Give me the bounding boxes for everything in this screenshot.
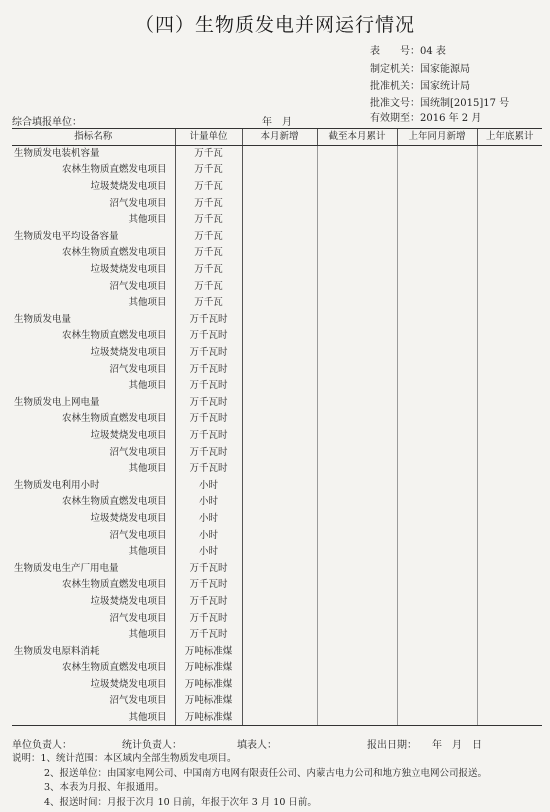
value-cell[interactable] xyxy=(477,560,542,577)
value-cell[interactable] xyxy=(477,195,542,212)
period-label: 年 月 xyxy=(262,117,292,128)
unit-cell: 万千瓦时 xyxy=(175,311,242,328)
unit-cell: 万千瓦 xyxy=(175,261,242,278)
value-cell[interactable] xyxy=(477,162,542,179)
value-cell[interactable] xyxy=(477,709,542,726)
value-cell[interactable] xyxy=(242,577,317,594)
value-cell[interactable] xyxy=(477,411,542,428)
indicator-name: 生物质发电原料消耗 xyxy=(14,645,100,657)
unit-cell: 小时 xyxy=(175,543,242,560)
value-cell[interactable] xyxy=(397,411,477,428)
value-cell[interactable] xyxy=(242,593,317,610)
meta-approving-authority: 批准机关：国家统计局 xyxy=(370,81,470,92)
value-cell[interactable] xyxy=(477,626,542,643)
unit-cell: 万千瓦时 xyxy=(175,328,242,345)
unit-cell: 万千瓦时 xyxy=(175,460,242,477)
value-cell[interactable] xyxy=(397,278,477,295)
value-cell[interactable] xyxy=(397,162,477,179)
value-cell[interactable] xyxy=(242,494,317,511)
value-cell[interactable] xyxy=(397,610,477,627)
value-cell[interactable] xyxy=(477,676,542,693)
value-cell[interactable] xyxy=(317,361,397,378)
indicator-sub-name: 垃圾焚烧发电项目 xyxy=(90,347,167,359)
unit-cell: 万千瓦时 xyxy=(175,377,242,394)
value-cell[interactable] xyxy=(477,328,542,345)
indicator-sub-name: 农林生物质直燃发电项目 xyxy=(61,413,167,425)
value-cell[interactable] xyxy=(397,178,477,195)
header-this-month-new: 本月新增 xyxy=(242,129,317,146)
table-row xyxy=(12,361,542,378)
unit-cell: 万千瓦 xyxy=(175,278,242,295)
table-row xyxy=(12,460,542,477)
value-cell[interactable] xyxy=(242,709,317,726)
value-cell[interactable] xyxy=(242,294,317,311)
value-cell[interactable] xyxy=(242,676,317,693)
value-cell[interactable] xyxy=(477,477,542,494)
value-cell[interactable] xyxy=(477,228,542,245)
indicator-sub-name: 垃圾焚烧发电项目 xyxy=(90,429,167,441)
table-row xyxy=(12,643,542,660)
value-cell[interactable] xyxy=(242,460,317,477)
reporting-unit-label: 综合填报单位： xyxy=(12,117,82,128)
value-cell[interactable] xyxy=(242,245,317,262)
table-row xyxy=(12,510,542,527)
value-cell[interactable] xyxy=(397,577,477,594)
table-row xyxy=(12,494,542,511)
value-cell[interactable] xyxy=(477,178,542,195)
table-row xyxy=(12,344,542,361)
value-cell[interactable] xyxy=(397,693,477,710)
value-cell[interactable] xyxy=(317,294,397,311)
value-cell[interactable] xyxy=(477,593,542,610)
value-cell[interactable] xyxy=(317,377,397,394)
indicator-name: 生物质发电量 xyxy=(14,313,72,325)
table-header-row xyxy=(12,129,542,146)
filler-label: 填表人： xyxy=(237,740,277,751)
value-cell[interactable] xyxy=(242,510,317,527)
indicator-sub-name: 沼气发电项目 xyxy=(109,695,167,707)
value-cell[interactable] xyxy=(477,377,542,394)
meta-form-number: 表 号：04 表 xyxy=(370,46,446,57)
value-cell[interactable] xyxy=(477,278,542,295)
unit-cell: 万吨标准煤 xyxy=(175,660,242,677)
value-cell[interactable] xyxy=(242,660,317,677)
unit-cell: 万千瓦 xyxy=(175,211,242,228)
value-cell[interactable] xyxy=(477,610,542,627)
value-cell[interactable] xyxy=(242,543,317,560)
value-cell[interactable] xyxy=(317,660,397,677)
table-row xyxy=(12,162,542,179)
signature-line xyxy=(12,736,542,750)
value-cell[interactable] xyxy=(477,245,542,262)
unit-cell: 万千瓦时 xyxy=(175,344,242,361)
indicator-sub-name: 农林生物质直燃发电项目 xyxy=(61,247,167,259)
unit-cell: 万千瓦 xyxy=(175,145,242,162)
indicator-sub-name: 其他项目 xyxy=(12,709,175,726)
value-cell[interactable] xyxy=(317,394,397,411)
indicator-sub-name: 垃圾焚烧发电项目 xyxy=(90,512,167,524)
value-cell[interactable] xyxy=(397,311,477,328)
unit-cell: 万吨标准煤 xyxy=(175,693,242,710)
value-cell[interactable] xyxy=(397,477,477,494)
table-row xyxy=(12,477,542,494)
value-cell[interactable] xyxy=(477,494,542,511)
value-cell[interactable] xyxy=(242,477,317,494)
value-cell[interactable] xyxy=(317,411,397,428)
value-cell[interactable] xyxy=(317,577,397,594)
value-cell[interactable] xyxy=(317,278,397,295)
table-row xyxy=(12,294,542,311)
value-cell[interactable] xyxy=(242,195,317,212)
unit-cell: 万吨标准煤 xyxy=(175,643,242,660)
table-row xyxy=(12,709,542,726)
table-row xyxy=(12,626,542,643)
unit-cell: 万千瓦时 xyxy=(175,626,242,643)
value-cell[interactable] xyxy=(397,294,477,311)
note-item: 4、报送时间：月报于次月 10 日前，年报于次年 3 月 10 日前。 xyxy=(44,796,317,808)
value-cell[interactable] xyxy=(242,610,317,627)
stat-head-label: 统计负责人： xyxy=(122,740,182,751)
value-cell[interactable] xyxy=(317,494,397,511)
value-cell[interactable] xyxy=(242,311,317,328)
value-cell[interactable] xyxy=(477,693,542,710)
report-date-label: 报出日期： 年 月 日 xyxy=(367,740,482,751)
value-cell[interactable] xyxy=(317,261,397,278)
value-cell[interactable] xyxy=(242,228,317,245)
value-cell[interactable] xyxy=(477,427,542,444)
value-cell[interactable] xyxy=(477,311,542,328)
value-cell[interactable] xyxy=(317,195,397,212)
indicator-name: 生物质发电装机容量 xyxy=(14,148,100,160)
value-cell[interactable] xyxy=(317,444,397,461)
value-cell[interactable] xyxy=(477,145,542,162)
value-cell[interactable] xyxy=(242,693,317,710)
unit-cell: 小时 xyxy=(175,527,242,544)
value-cell[interactable] xyxy=(242,162,317,179)
unit-cell: 万千瓦时 xyxy=(175,361,242,378)
value-cell[interactable] xyxy=(397,377,477,394)
value-cell[interactable] xyxy=(397,460,477,477)
table-row xyxy=(12,610,542,627)
value-cell[interactable] xyxy=(317,610,397,627)
value-cell[interactable] xyxy=(242,643,317,660)
form-title: （四）生物质发电并网运行情况 xyxy=(134,14,415,36)
value-cell[interactable] xyxy=(397,427,477,444)
table-row xyxy=(12,660,542,677)
value-cell[interactable] xyxy=(317,477,397,494)
table-row xyxy=(12,311,542,328)
value-cell[interactable] xyxy=(242,394,317,411)
report-table xyxy=(12,128,542,726)
unit-cell: 小时 xyxy=(175,510,242,527)
unit-cell: 万千瓦 xyxy=(175,195,242,212)
unit-cell: 万吨标准煤 xyxy=(175,676,242,693)
indicator-sub-name: 沼气发电项目 xyxy=(109,612,167,624)
value-cell[interactable] xyxy=(477,543,542,560)
value-cell[interactable] xyxy=(317,626,397,643)
header-last-year-same-month: 上年同月新增 xyxy=(397,129,477,146)
value-cell[interactable] xyxy=(397,593,477,610)
value-cell[interactable] xyxy=(397,211,477,228)
value-cell[interactable] xyxy=(242,261,317,278)
value-cell[interactable] xyxy=(242,626,317,643)
value-cell[interactable] xyxy=(477,643,542,660)
value-cell[interactable] xyxy=(242,178,317,195)
value-cell[interactable] xyxy=(317,676,397,693)
value-cell[interactable] xyxy=(242,145,317,162)
indicator-sub-name: 沼气发电项目 xyxy=(109,197,167,209)
indicator-sub-name: 农林生物质直燃发电项目 xyxy=(61,330,167,342)
value-cell[interactable] xyxy=(242,527,317,544)
value-cell[interactable] xyxy=(242,211,317,228)
table-row xyxy=(12,693,542,710)
value-cell[interactable] xyxy=(397,228,477,245)
value-cell[interactable] xyxy=(317,178,397,195)
indicator-sub-name: 农林生物质直燃发电项目 xyxy=(61,579,167,591)
value-cell[interactable] xyxy=(317,593,397,610)
value-cell[interactable] xyxy=(317,709,397,726)
unit-cell: 万千瓦 xyxy=(175,162,242,179)
value-cell[interactable] xyxy=(397,394,477,411)
indicator-name: 生物质发电平均设备容量 xyxy=(14,230,119,242)
table-row xyxy=(12,444,542,461)
meta-approval-number: 批准文号：国统制[2015]17 号 xyxy=(370,98,510,109)
table-row xyxy=(12,560,542,577)
indicator-sub-name: 其他项目 xyxy=(128,380,167,392)
indicator-sub-name: 垃圾焚烧发电项目 xyxy=(90,264,167,276)
header-last-year-end-total: 上年底累计 xyxy=(477,129,542,146)
indicator-sub-name: 垃圾焚烧发电项目 xyxy=(90,678,167,690)
table-row xyxy=(12,411,542,428)
unit-cell: 万千瓦时 xyxy=(175,593,242,610)
table-row xyxy=(12,245,542,262)
unit-cell: 万千瓦 xyxy=(175,294,242,311)
table-row xyxy=(12,593,542,610)
form-notes xyxy=(12,752,487,810)
table-row xyxy=(12,394,542,411)
value-cell[interactable] xyxy=(397,328,477,345)
indicator-sub-name: 农林生物质直燃发电项目 xyxy=(61,164,167,176)
unit-head-label: 单位负责人： xyxy=(12,740,72,751)
value-cell[interactable] xyxy=(477,460,542,477)
table-row xyxy=(12,427,542,444)
unit-cell: 万千瓦时 xyxy=(175,444,242,461)
indicator-sub-name: 其他项目 xyxy=(128,297,167,309)
unit-cell: 万千瓦 xyxy=(175,245,242,262)
value-cell[interactable] xyxy=(317,328,397,345)
table-row xyxy=(12,178,542,195)
value-cell[interactable] xyxy=(242,444,317,461)
value-cell[interactable] xyxy=(477,444,542,461)
value-cell[interactable] xyxy=(242,328,317,345)
indicator-sub-name: 其他项目 xyxy=(128,546,167,558)
value-cell[interactable] xyxy=(242,361,317,378)
meta-valid-until: 有效期至：2016 年 2 月 xyxy=(370,113,482,124)
value-cell[interactable] xyxy=(477,294,542,311)
value-cell[interactable] xyxy=(477,527,542,544)
table-row xyxy=(12,328,542,345)
value-cell[interactable] xyxy=(317,543,397,560)
header-indicator: 指标名称 xyxy=(12,129,175,146)
unit-cell: 万千瓦时 xyxy=(175,411,242,428)
indicator-sub-name: 沼气发电项目 xyxy=(109,446,167,458)
indicator-sub-name: 农林生物质直燃发电项目 xyxy=(61,662,167,674)
value-cell[interactable] xyxy=(477,394,542,411)
value-cell[interactable] xyxy=(477,577,542,594)
value-cell[interactable] xyxy=(242,377,317,394)
table-row xyxy=(12,228,542,245)
indicator-sub-name: 沼气发电项目 xyxy=(109,280,167,292)
value-cell[interactable] xyxy=(397,145,477,162)
value-cell[interactable] xyxy=(477,261,542,278)
indicator-name: 生物质发电生产厂用电量 xyxy=(14,562,119,574)
value-cell[interactable] xyxy=(317,693,397,710)
value-cell[interactable] xyxy=(477,361,542,378)
value-cell[interactable] xyxy=(477,510,542,527)
unit-cell: 万千瓦 xyxy=(175,228,242,245)
unit-cell: 小时 xyxy=(175,477,242,494)
value-cell[interactable] xyxy=(397,676,477,693)
value-cell[interactable] xyxy=(317,162,397,179)
value-cell[interactable] xyxy=(317,527,397,544)
unit-cell: 万千瓦时 xyxy=(175,610,242,627)
value-cell[interactable] xyxy=(397,245,477,262)
value-cell[interactable] xyxy=(397,195,477,212)
value-cell[interactable] xyxy=(317,643,397,660)
value-cell[interactable] xyxy=(397,660,477,677)
unit-cell: 万千瓦时 xyxy=(175,577,242,594)
indicator-sub-name: 其他项目 xyxy=(128,629,167,641)
value-cell[interactable] xyxy=(242,427,317,444)
value-cell[interactable] xyxy=(242,411,317,428)
unit-cell: 万千瓦 xyxy=(175,178,242,195)
value-cell[interactable] xyxy=(397,344,477,361)
value-cell[interactable] xyxy=(477,211,542,228)
value-cell[interactable] xyxy=(397,361,477,378)
value-cell[interactable] xyxy=(397,643,477,660)
header-unit: 计量单位 xyxy=(175,129,242,146)
note-item: 3、本表为月报、年报通用。 xyxy=(44,782,165,793)
form-subheader xyxy=(12,113,542,127)
table-row xyxy=(12,278,542,295)
indicator-sub-name: 其他项目 xyxy=(128,214,167,226)
unit-cell: 万千瓦时 xyxy=(175,394,242,411)
indicator-sub-name: 农林生物质直燃发电项目 xyxy=(61,496,167,508)
unit-cell: 万千瓦时 xyxy=(175,560,242,577)
value-cell[interactable] xyxy=(317,311,397,328)
indicator-sub-name: 其他项目 xyxy=(128,463,167,475)
table-row xyxy=(12,543,542,560)
value-cell[interactable] xyxy=(242,278,317,295)
value-cell[interactable] xyxy=(317,560,397,577)
table-row xyxy=(12,145,542,162)
unit-cell: 小时 xyxy=(175,494,242,511)
value-cell[interactable] xyxy=(397,560,477,577)
indicator-name: 生物质发电上网电量 xyxy=(14,396,100,408)
value-cell[interactable] xyxy=(317,211,397,228)
note-item: 2、报送单位：由国家电网公司、中国南方电网有限责任公司、内蒙古电力公司和地方独立电网公司报送。 xyxy=(44,767,488,779)
value-cell[interactable] xyxy=(317,228,397,245)
table-row xyxy=(12,195,542,212)
table-row xyxy=(12,377,542,394)
note-item: 说明：1、统计范围：本区域内全部生物质发电项目。 xyxy=(12,753,237,764)
value-cell[interactable] xyxy=(242,344,317,361)
value-cell[interactable] xyxy=(317,427,397,444)
value-cell[interactable] xyxy=(242,560,317,577)
value-cell[interactable] xyxy=(397,543,477,560)
indicator-sub-name: 垃圾焚烧发电项目 xyxy=(90,181,167,193)
value-cell[interactable] xyxy=(397,261,477,278)
value-cell[interactable] xyxy=(317,245,397,262)
value-cell[interactable] xyxy=(317,344,397,361)
value-cell[interactable] xyxy=(397,527,477,544)
table-row xyxy=(12,676,542,693)
value-cell[interactable] xyxy=(397,444,477,461)
value-cell[interactable] xyxy=(397,510,477,527)
header-cumulative: 截至本月累计 xyxy=(317,129,397,146)
value-cell[interactable] xyxy=(317,145,397,162)
unit-cell: 万吨标准煤 xyxy=(175,709,242,726)
value-cell[interactable] xyxy=(477,344,542,361)
indicator-name: 生物质发电利用小时 xyxy=(14,479,100,491)
table-row xyxy=(12,527,542,544)
meta-issuing-authority: 制定机关：国家能源局 xyxy=(370,64,470,75)
value-cell[interactable] xyxy=(317,460,397,477)
value-cell[interactable] xyxy=(397,709,477,726)
value-cell[interactable] xyxy=(477,660,542,677)
table-row xyxy=(12,211,542,228)
value-cell[interactable] xyxy=(397,494,477,511)
indicator-sub-name: 垃圾焚烧发电项目 xyxy=(90,595,167,607)
indicator-sub-name: 沼气发电项目 xyxy=(109,529,167,541)
unit-cell: 万千瓦时 xyxy=(175,427,242,444)
value-cell[interactable] xyxy=(397,626,477,643)
table-row xyxy=(12,261,542,278)
indicator-sub-name: 沼气发电项目 xyxy=(109,363,167,375)
value-cell[interactable] xyxy=(317,510,397,527)
table-row xyxy=(12,577,542,594)
